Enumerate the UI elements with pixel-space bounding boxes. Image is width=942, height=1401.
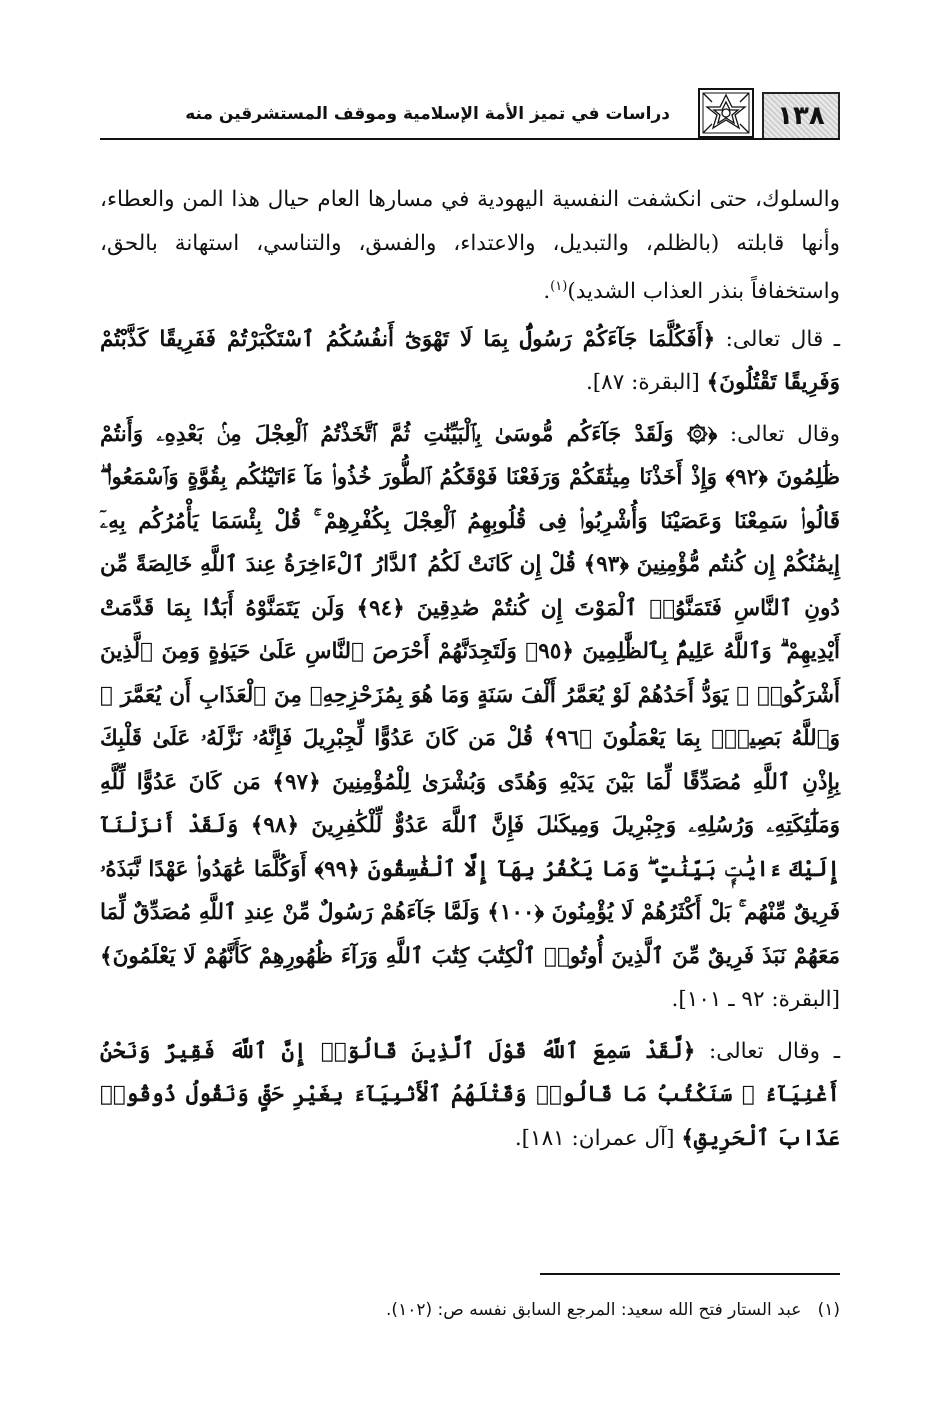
main-text [100, 178, 840, 1160]
paragraph-2 [100, 318, 840, 405]
paragraph-3 [100, 413, 840, 1022]
quran-verse-2: ﴿۞ وَلَقَدْ جَآءَكُم مُّوسَىٰ بِٱلْبَيِّنَٰتِ ثُمَّ ٱتَّخَذْتُمُ ٱلْعِجْلَ مِنۢ بَعْدِهِۦ وَأَنتُمْ ظَٰلِمُونَ ﴿٩٢﴾ وَإِذْ أَخَذْنَا مِيثَٰقَكُمْ وَرَفَعْنَا فَوْقَكُمُ ٱلطُّورَ خُذُوا۟ مَآ ءَاتَيْنَٰكُم بِقُوَّةٍ وَٱسْمَعُوا۟ ۖ قَالُوا۟ سَمِعْنَا وَعَصَيْنَا وَأُشْرِبُوا۟ فِى قُلُوبِهِمُ ٱلْعِجْلَ بِكُفْرِهِمْ ۚ قُلْ بِئْسَمَا يَأْمُرُكُم بِهِۦٓ إِيمَٰنُكُمْ إِن كُنتُم مُّؤْمِنِينَ ﴿٩٣﴾ قُلْ إِن كَانَتْ لَكُمُ ٱلدَّارُ ٱلْءَاخِرَةُ عِندَ ٱللَّهِ خَالِصَةً مِّن دُونِ ٱلنَّاسِ فَتَمَنَّوُا۟ ٱلْمَوْتَ إِن كُنتُمْ صَٰدِقِينَ ﴿٩٤﴾ وَلَن يَتَمَنَّوْهُ أَبَدًۢا بِمَا قَدَّمَتْ أَيْدِيهِمْ ۗ وَٱللَّهُ عَلِيمٌۢ بِٱلظَّٰلِمِينَ ﴿٩٥﴾ وَلَتَجِدَنَّهُمْ أَحْرَصَ ٱلنَّاسِ عَلَىٰ حَيَوٰةٍ وَمِنَ ٱلَّذِينَ أَشْرَكُوا۟ ۚ يَوَدُّ أَحَدُهُمْ لَوْ يُعَمَّرُ أَلْفَ سَنَةٍ وَمَا هُوَ بِمُزَحْزِحِهِۦ مِنَ ٱلْعَذَابِ أَن يُعَمَّرَ ۗ وَٱللَّهُ بَصِيرٌۢ بِمَا يَعْمَلُونَ ﴿٩٦﴾ قُلْ مَن كَانَ عَدُوًّا لِّجِبْرِيلَ فَإِنَّهُۥ نَزَّلَهُۥ عَلَىٰ قَلْبِكَ بِإِذْنِ ٱللَّهِ مُصَدِّقًا لِّمَا بَيْنَ يَدَيْهِ وَهُدًى وَبُشْرَىٰ لِلْمُؤْمِنِينَ ﴿٩٧﴾ مَن كَانَ عَدُوًّا لِّلَّهِ وَمَلَٰٓئِكَتِهِۦ وَرُسُلِهِۦ وَجِبْرِيلَ وَمِيكَىٰلَ فَإِنَّ ٱللَّهَ عَدُوٌّ لِّلْكَٰفِرِينَ ﴿٩٨﴾ وَلَقَدْ أَنزَلْنَآ إِلَيْكَ ءَايَٰتٍۭ بَيِّنَٰتٍ ۖ وَمَا يَكْفُرُ بِهَآ إِلَّا ٱلْفَٰسِقُونَ ﴿٩٩﴾ أَوَكُلَّمَا عَٰهَدُوا۟ عَهْدًا نَّبَذَهُۥ فَرِيقٌ مِّنْهُم ۚ بَلْ أَكْثَرُهُمْ لَا يُؤْمِنُونَ ﴿١٠٠﴾ وَلَمَّا جَآءَهُمْ رَسُولٌ مِّنْ عِندِ ٱللَّهِ مُصَدِّقٌ لِّمَا مَعَهُمْ نَبَذَ فَرِيقٌ مِّنَ ٱلَّذِينَ أُوتُوا۟ ٱلْكِتَٰبَ كِتَٰبَ ٱللَّهِ وَرَآءَ ظُهُورِهِمْ كَأَنَّهُمْ لَا يَعْلَمُونَ﴾ [100, 421, 841, 969]
verse-citation-3: [آل عمران: ١٨١]. [514, 1125, 682, 1151]
paragraph-1 [100, 178, 840, 314]
paragraph-1-end: . [543, 279, 551, 305]
footnote-marker: (١) [817, 1300, 840, 1320]
page-number: ١٣٨ [762, 92, 840, 140]
paragraph-2-intro: ـ قال تعالى: [715, 326, 840, 352]
page-header [100, 92, 840, 138]
paragraph-4-intro: ـ وقال تعالى: [695, 1038, 840, 1064]
footnote-separator [540, 1273, 840, 1275]
footnote-reference: (١) [550, 279, 568, 294]
paragraph-3-intro: وقال تعالى: [717, 421, 840, 447]
footnote [100, 1300, 840, 1320]
geometric-star-ornament-icon [698, 88, 754, 138]
verse-citation-1: [البقرة: ٨٧]. [585, 370, 707, 396]
paragraph-1-text: والسلوك، حتى انكشفت النفسية اليهودية في مسارها العام حيال هذا المن والعطاء، وأنها قابلته (بالظلم، والتبديل، والاعتداء، والفسق، والتناسي، استهانة بالحق، واستخفافاً بنذر العذاب الشديد) [100, 187, 840, 305]
quran-verse-3: ﴿لَّقَدْ سَمِعَ ٱللَّهُ قَوْلَ ٱلَّذِينَ قَالُوٓا۟ إِنَّ ٱللَّهَ فَقِيرٌ وَنَحْنُ أَغْنِيَآءُ ۘ سَنَكْتُبُ مَا قَالُوا۟ وَقَتْلَهُمُ ٱلْأَنۢبِيَآءَ بِغَيْرِ حَقٍّ وَنَقُولُ ذُوقُوا۟ عَذَابَ ٱلْحَرِيقِ﴾ [100, 1038, 840, 1151]
paragraph-4 [100, 1030, 840, 1161]
footnote-text: عبد الستار فتح الله سعيد: المرجع السابق نفسه ص: (١٠٢). [386, 1300, 802, 1320]
verse-citation-2: [البقرة: ٩٢ ـ ١٠١]. [671, 987, 840, 1013]
running-title: دراسات في تميز الأمة الإسلامية وموقف المستشرقين منه [185, 104, 670, 124]
header-rule [100, 138, 840, 140]
quran-verse-1: ﴿أَفَكُلَّمَا جَآءَكُمْ رَسُولٌۢ بِمَا لَا تَهْوَىٰٓ أَنفُسُكُمُ ٱسْتَكْبَرْتُمْ فَفَرِيقًا كَذَّبْتُمْ وَفَرِيقًا تَقْتُلُونَ﴾ [100, 326, 840, 396]
